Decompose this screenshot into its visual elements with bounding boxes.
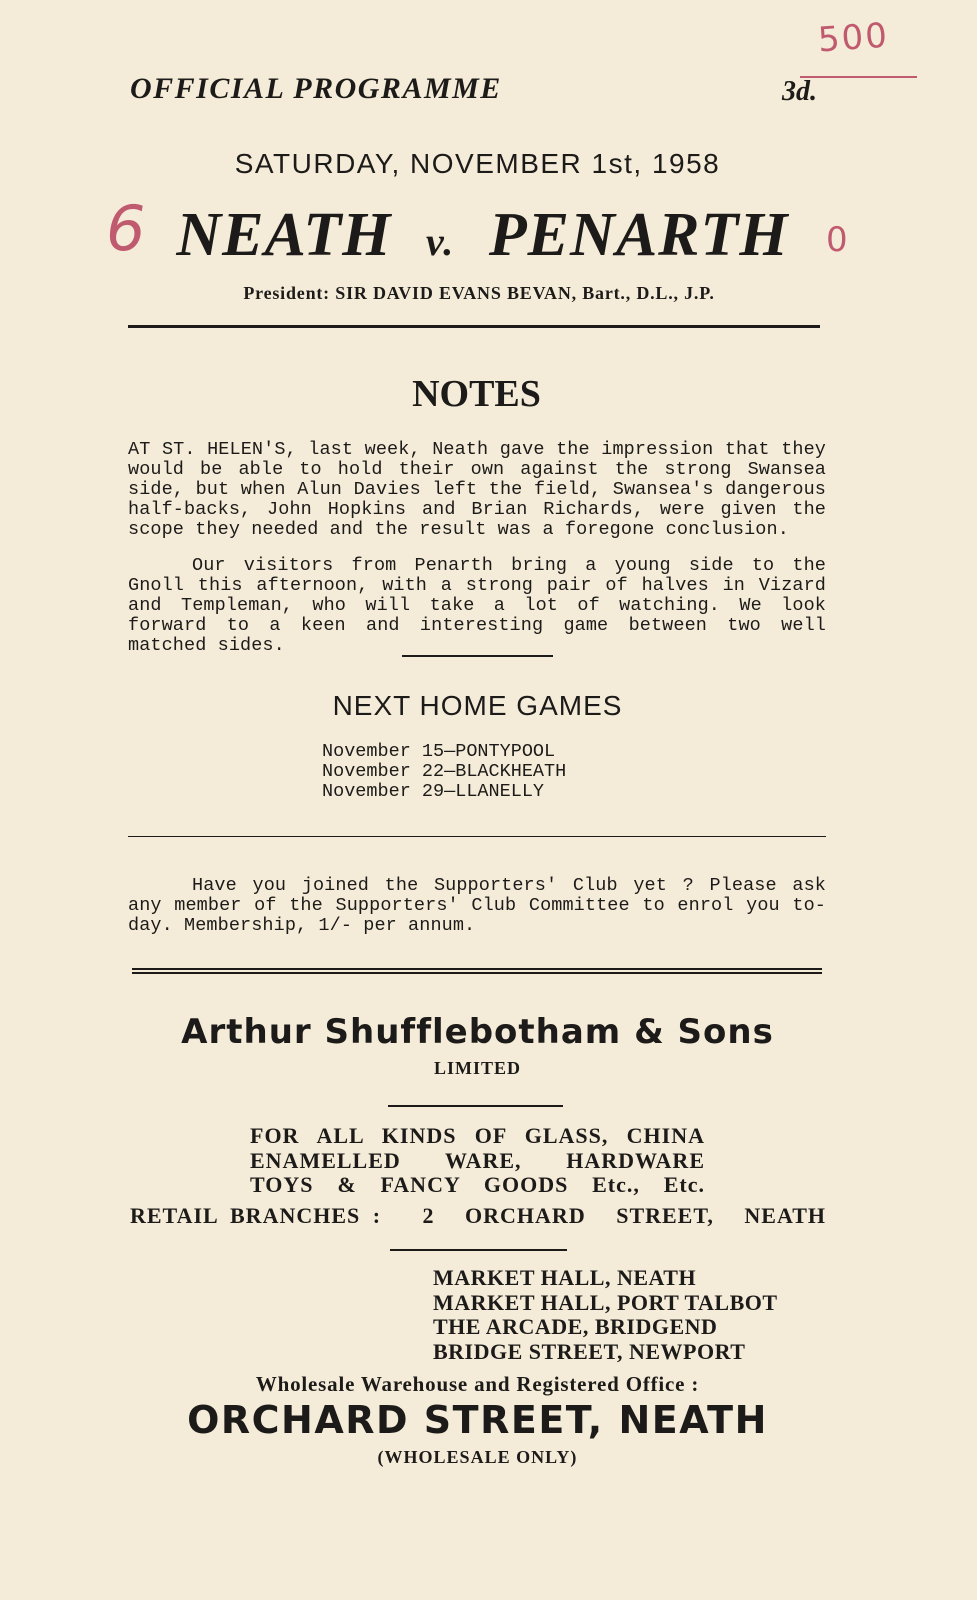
advert-divider-2: [390, 1249, 567, 1251]
handwritten-home-score: 6: [106, 192, 146, 265]
branch-item: MARKET HALL, PORT TALBOT: [433, 1289, 778, 1315]
notes-heading: NOTES: [412, 373, 541, 415]
advert-goods-line-3: TOYS & FANCY GOODS Etc., Etc.: [250, 1172, 705, 1197]
branch-item: THE ARCADE, BRIDGEND: [433, 1314, 718, 1339]
match-date: SATURDAY, NOVEMBER 1st, 1958: [234, 148, 721, 179]
handwritten-price-note: 500: [816, 15, 891, 61]
supporters-club-text: Have you joined the Supporters' Club yet ? Please ask any member of the Supporters' Club Committee to enrol you to-day. Membership, 1/- per annum.: [128, 875, 826, 936]
wholesale-label: Wholesale Warehouse and Registered Office :: [255, 1372, 700, 1396]
handwritten-away-score: 0: [826, 220, 848, 260]
versus: v.: [426, 219, 455, 264]
advert-branch-list: [433, 1266, 778, 1364]
programme-label: OFFICIAL PROGRAMME: [130, 72, 502, 105]
notes-paragraph-2: Our visitors from Penarth bring a young side to the Gnoll this afternoon, with a strong pair of halves in Vizard and Templeman, who will take a lot of watching. We look forward to a keen and interesting game between two well matched sides.: [128, 555, 826, 656]
advert-divider-1: [388, 1105, 563, 1107]
branch-item: MARKET HALL, NEATH: [433, 1265, 697, 1290]
retail-branches-label: RETAIL BRANCHES :: [130, 1203, 382, 1228]
advert-limited: LIMITED: [433, 1058, 521, 1078]
advert-divider-top-2: [132, 972, 822, 974]
next-game-item: November 22—BLACKHEATH: [322, 761, 567, 782]
programme-price: 3d.: [782, 76, 817, 107]
advert-goods-line-2: ENAMELLED WARE, HARDWARE: [250, 1147, 705, 1173]
advert-retail-branches: [130, 1203, 826, 1229]
away-team: PENARTH: [488, 201, 789, 269]
next-games-list: [322, 742, 566, 802]
notes-paragraph-1: AT ST. HELEN'S, last week, Neath gave the impression that they would be able to hold their own against the strong Swansea side, but when Alun Davies left the field, Swansea's dangerous half-backs, John Hopkins and Brian Richards, were given the scope they needed and the result was a foregone conclusion.: [128, 439, 826, 540]
next-game-item: November 29—LLANELLY: [322, 781, 545, 802]
notes-divider: [402, 655, 553, 657]
header-divider: [128, 325, 820, 328]
advert-divider-top: [132, 968, 822, 970]
advert-goods: [250, 1124, 705, 1198]
next-game-item: November 15—PONTYPOOL: [322, 741, 556, 762]
advert-goods-line-1: FOR ALL KINDS OF GLASS, CHINA: [250, 1123, 705, 1148]
wholesale-address: ORCHARD STREET, NEATH: [187, 1398, 768, 1442]
match-title: [0, 200, 965, 271]
advert-company-name: Arthur Shufflebotham & Sons: [181, 1012, 774, 1052]
retail-branch-main: 2 ORCHARD STREET, NEATH: [422, 1203, 826, 1228]
branch-item: BRIDGE STREET, NEWPORT: [433, 1338, 746, 1364]
next-games-divider: [128, 836, 826, 837]
handwritten-underline: [800, 76, 917, 78]
home-team: NEATH: [176, 201, 392, 269]
next-games-heading: NEXT HOME GAMES: [332, 690, 623, 721]
wholesale-only: (WHOLESALE ONLY): [377, 1447, 578, 1467]
president-line: President: SIR DAVID EVANS BEVAN, Bart., D.L., J.P.: [243, 283, 715, 303]
